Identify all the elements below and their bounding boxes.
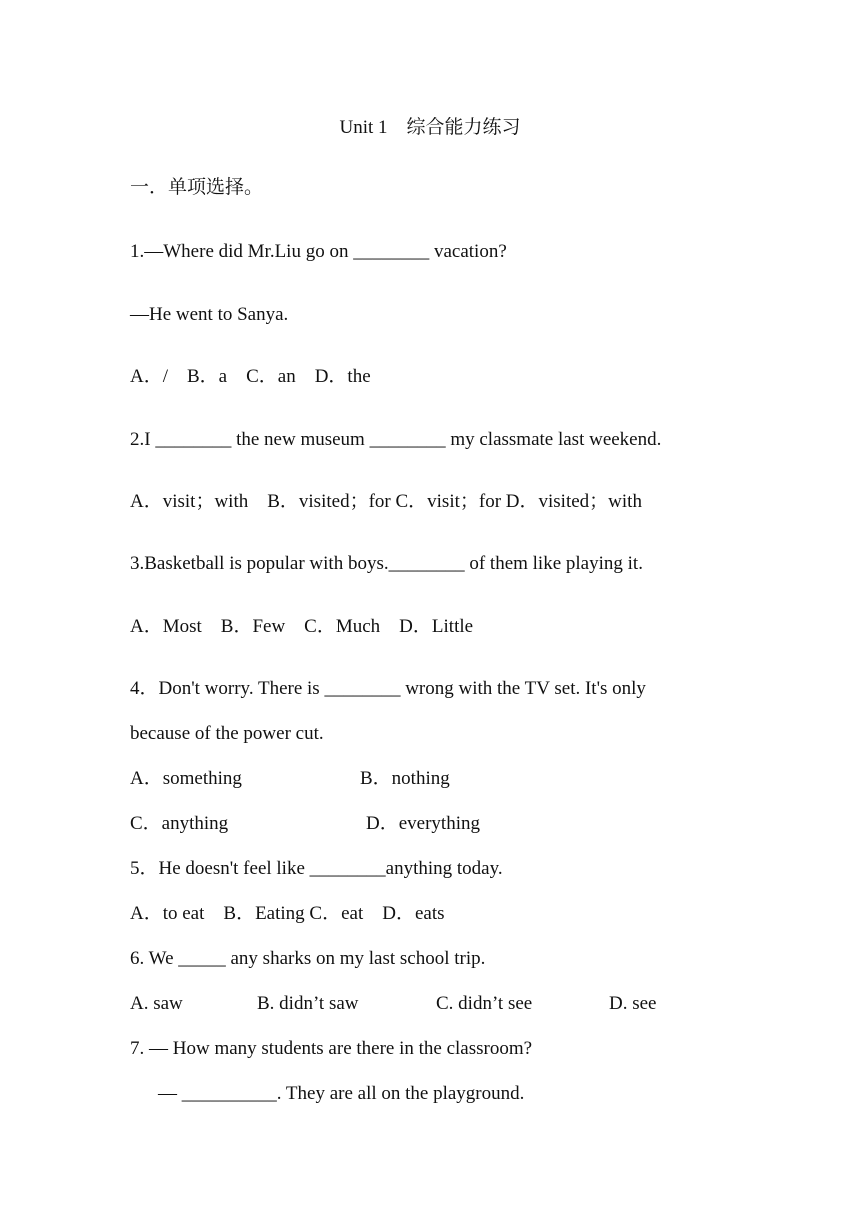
question-6-stem: 6. We _____ any sharks on my last school trip.: [130, 948, 486, 969]
question-1-options: A．/ B．a C．an D．the: [130, 366, 371, 387]
section-heading: 一．单项选择。: [130, 177, 264, 198]
question-4-option-d: D．everything: [366, 813, 480, 834]
question-2-stem: 2.I ________ the new museum ________ my classmate last weekend.: [130, 429, 662, 450]
question-4-stem-line-1: 4．Don't worry. There is ________ wrong with the TV set. It's only: [130, 678, 646, 699]
question-4-option-a: A．something: [130, 768, 242, 789]
question-7-stem: 7. — How many students are there in the classroom?: [130, 1038, 533, 1059]
question-2-options: A．visit；with B．visited；for C．visit；for D．visited；with: [130, 491, 642, 512]
question-6-option-d: D. see: [609, 993, 657, 1014]
question-1-stem: 1.—Where did Mr.Liu go on ________ vacation?: [130, 241, 507, 262]
document-title: Unit 1 综合能力练习: [339, 117, 521, 138]
question-4-option-c: C．anything: [130, 813, 229, 834]
question-6-option-a: A. saw: [130, 993, 183, 1014]
question-4-option-b: B．nothing: [360, 768, 450, 789]
question-3-options: A．Most B．Few C．Much D．Little: [130, 616, 474, 637]
question-6-option-c: C. didn’t see: [436, 993, 533, 1014]
question-5-options: A．to eat B．Eating C．eat D．eats: [130, 903, 445, 924]
question-5-stem: 5．He doesn't feel like ________anything today.: [130, 858, 503, 879]
question-1-answer-line: —He went to Sanya.: [130, 304, 289, 325]
question-3-stem: 3.Basketball is popular with boys.________ of them like playing it.: [130, 553, 643, 574]
question-6-option-b: B. didn’t saw: [257, 993, 359, 1014]
question-7-answer-line: — __________. They are all on the playground.: [158, 1083, 525, 1104]
question-4-stem-line-2: because of the power cut.: [130, 723, 324, 744]
